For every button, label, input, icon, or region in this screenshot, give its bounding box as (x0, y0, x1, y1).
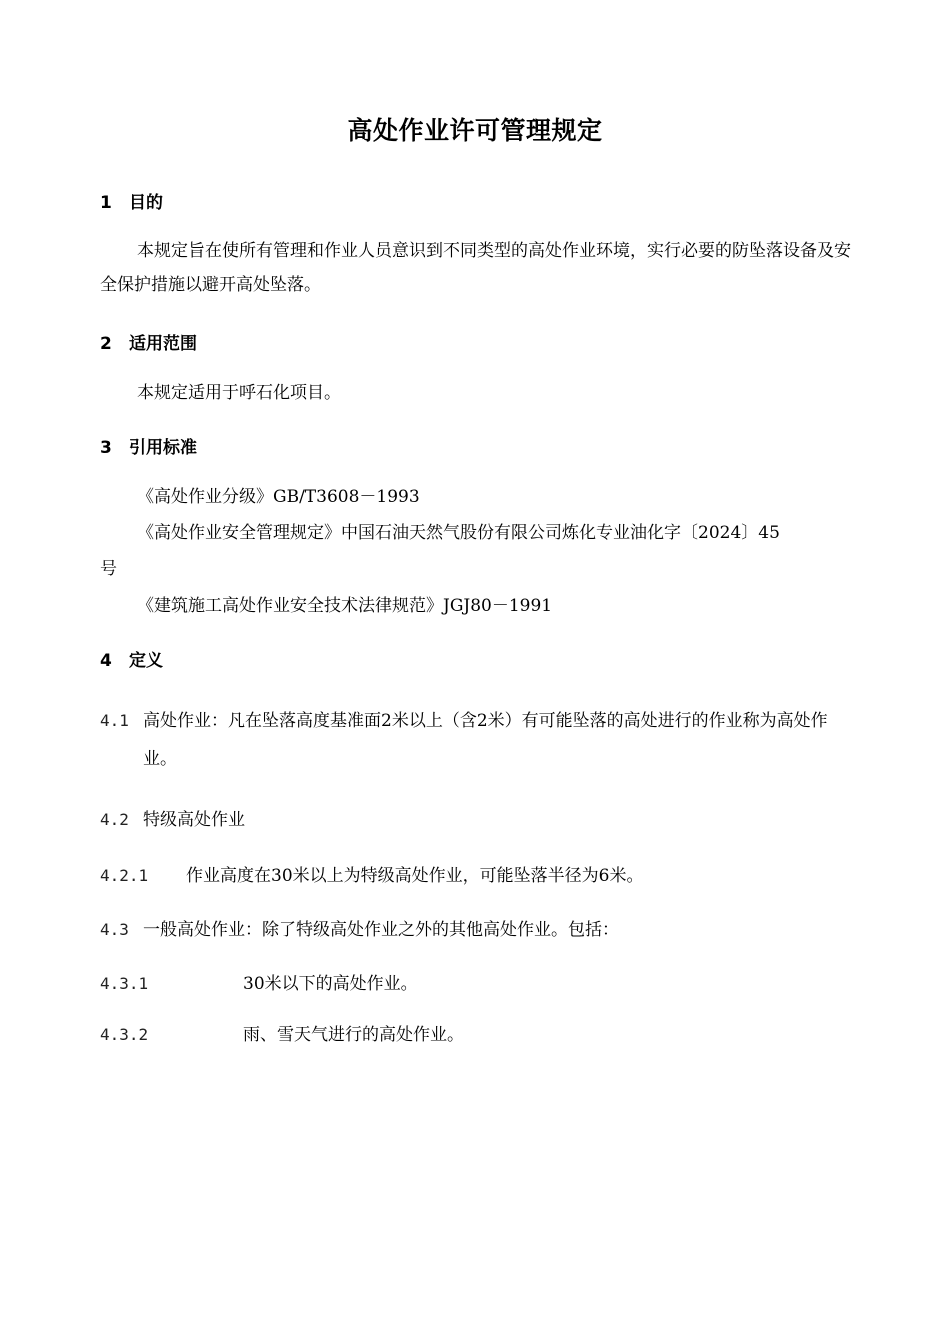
section-body-scope: 本规定适用于呼石化项目。 (137, 383, 341, 403)
section-title: 定义 (129, 651, 163, 671)
reference-item-continued: 号 (100, 559, 117, 579)
section-number: 1 (100, 193, 112, 213)
section-heading-references (100, 436, 197, 460)
definition-number: 4.1 (100, 711, 129, 730)
section-number: 2 (100, 334, 112, 354)
definition-text: 作业高度在30米以上为特级高处作业，可能坠落半径为6米。 (186, 866, 644, 886)
section-heading-purpose (100, 191, 163, 215)
definition-number: 4.3 (100, 920, 129, 939)
definition-text: 特级高处作业 (143, 810, 245, 830)
section-title: 目的 (129, 193, 163, 213)
definition-text: 30米以下的高处作业。 (243, 974, 418, 994)
section-heading-scope (100, 332, 197, 356)
definition-text: 高处作业：凡在坠落高度基准面2米以上（含2米）有可能坠落的高处进行的作业称为高处作业。 (143, 711, 828, 769)
section-body-purpose: 本规定旨在使所有管理和作业人员意识到不同类型的高处作业环境，实行必要的防坠落设备及安全保护措施以避开高处坠落。 (100, 241, 851, 295)
section-heading-definitions (100, 649, 163, 673)
reference-item: 《高处作业分级》GB/T3608－1993 (137, 487, 420, 507)
section-title: 适用范围 (129, 334, 197, 354)
definition-number: 4.2.1 (100, 866, 149, 885)
definition-number: 4.3.2 (100, 1025, 149, 1044)
definition-text: 雨、雪天气进行的高处作业。 (243, 1025, 464, 1045)
definition-number: 4.3.1 (100, 974, 149, 993)
section-number: 3 (100, 438, 112, 458)
reference-item: 《高处作业安全管理规定》中国石油天然气股份有限公司炼化专业油化字〔2024〕45 (137, 523, 780, 543)
definition-number: 4.2 (100, 810, 129, 829)
document-title: 高处作业许可管理规定 (347, 116, 603, 145)
reference-item: 《建筑施工高处作业安全技术法律规范》JGJ80－1991 (137, 596, 553, 616)
section-title: 引用标准 (129, 438, 197, 458)
definition-text: 一般高处作业：除了特级高处作业之外的其他高处作业。包括： (143, 920, 619, 940)
section-number: 4 (100, 651, 112, 671)
